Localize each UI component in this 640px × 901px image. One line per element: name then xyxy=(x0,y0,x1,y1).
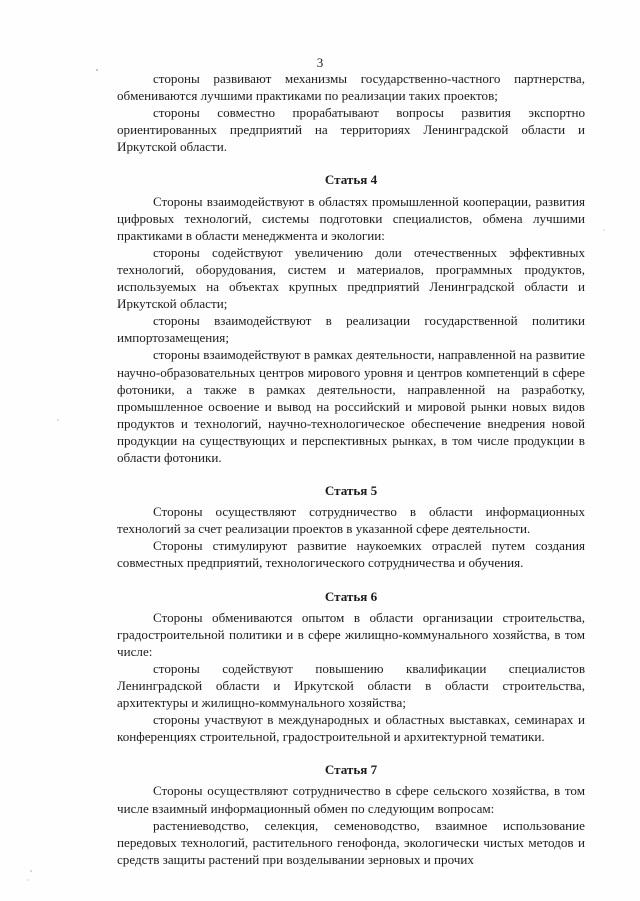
paragraph: Стороны осуществляют сотрудничество в области информационных технологий за счет реализации проектов в указанной сфере деятельности. xyxy=(117,504,585,537)
paragraph: стороны взаимодействуют в реализации государственной политики импортозамещения; xyxy=(117,313,585,346)
paragraph: Стороны взаимодействуют в областях промышленной кооперации, развития цифровых технологий, системы подготовки специалистов, обмена лучшими практиками в области менеджмента и экологии: xyxy=(117,193,585,243)
paragraph: Стороны стимулируют развитие наукоемких отраслей путем создания совместных предприятий, технологического сотрудничества и обучения. xyxy=(117,538,585,571)
paragraph: Стороны осуществляют сотрудничество в сфере сельского хозяйства, в том числе взаимный информационный обмен по следующим вопросам: xyxy=(117,783,585,816)
paragraph: стороны совместно прорабатывают вопросы развития экспортно ориентированных предприятий на территориях Ленинградской области и Иркутской области. xyxy=(117,105,585,155)
article-heading: Статья 7 xyxy=(324,762,378,778)
article-heading: Статья 4 xyxy=(324,172,378,188)
article-6 xyxy=(117,588,585,746)
article-heading: Статья 6 xyxy=(324,588,378,604)
paragraph: стороны развивают механизмы государственно-частного партнерства, обмениваются лучшими практиками по реализации таких проектов; xyxy=(117,71,585,104)
document-body xyxy=(117,70,585,868)
paragraph: стороны взаимодействуют в рамках деятельности, направленной на развитие научно-образовательных центров мирового уровня и центров компетенций в сфере фотоники, а также в рамках деятельности, направленной на разработку, промышленное освоение и вывод на российский и мировой рынки новых видов продуктов и технологий, научно-технологическое обеспечение внедрения новой продукции на существующих и перспективных рынках, в том числе продукции в области фотоники. xyxy=(117,347,585,465)
paragraph: стороны участвуют в международных и областных выставках, семинарах и конференциях строительной, градостроительной и архитектурной тематики. xyxy=(117,712,585,745)
paragraph: стороны содействуют увеличению доли отечественных эффективных технологий, оборудования, систем и материалов, программных продуктов, используемых на объектах крупных предприятий Ленинградской области и Иркутской области; xyxy=(117,244,585,312)
paragraph: стороны содействуют повышению квалификации специалистов Ленинградской области и Иркутской области в области строительства, архитектуры и жилищно-коммунального хозяйства; xyxy=(117,660,585,711)
paragraph: растениеводство, селекция, семеноводство, взаимное использование передовых технологий, растительного генофонда, экологически чистых методов и средств защиты растений при возделывании зерновых и прочих xyxy=(117,817,585,867)
paragraph: Стороны обмениваются опытом в области организации строительства, градостроительной политики и в сфере жилищно-коммунального хозяйства, в том числе: xyxy=(117,609,585,659)
page-number: 3 xyxy=(316,55,324,70)
article-heading: Статья 5 xyxy=(324,483,378,499)
article-7 xyxy=(117,761,585,868)
article-5 xyxy=(117,482,585,571)
article-4 xyxy=(117,171,585,466)
